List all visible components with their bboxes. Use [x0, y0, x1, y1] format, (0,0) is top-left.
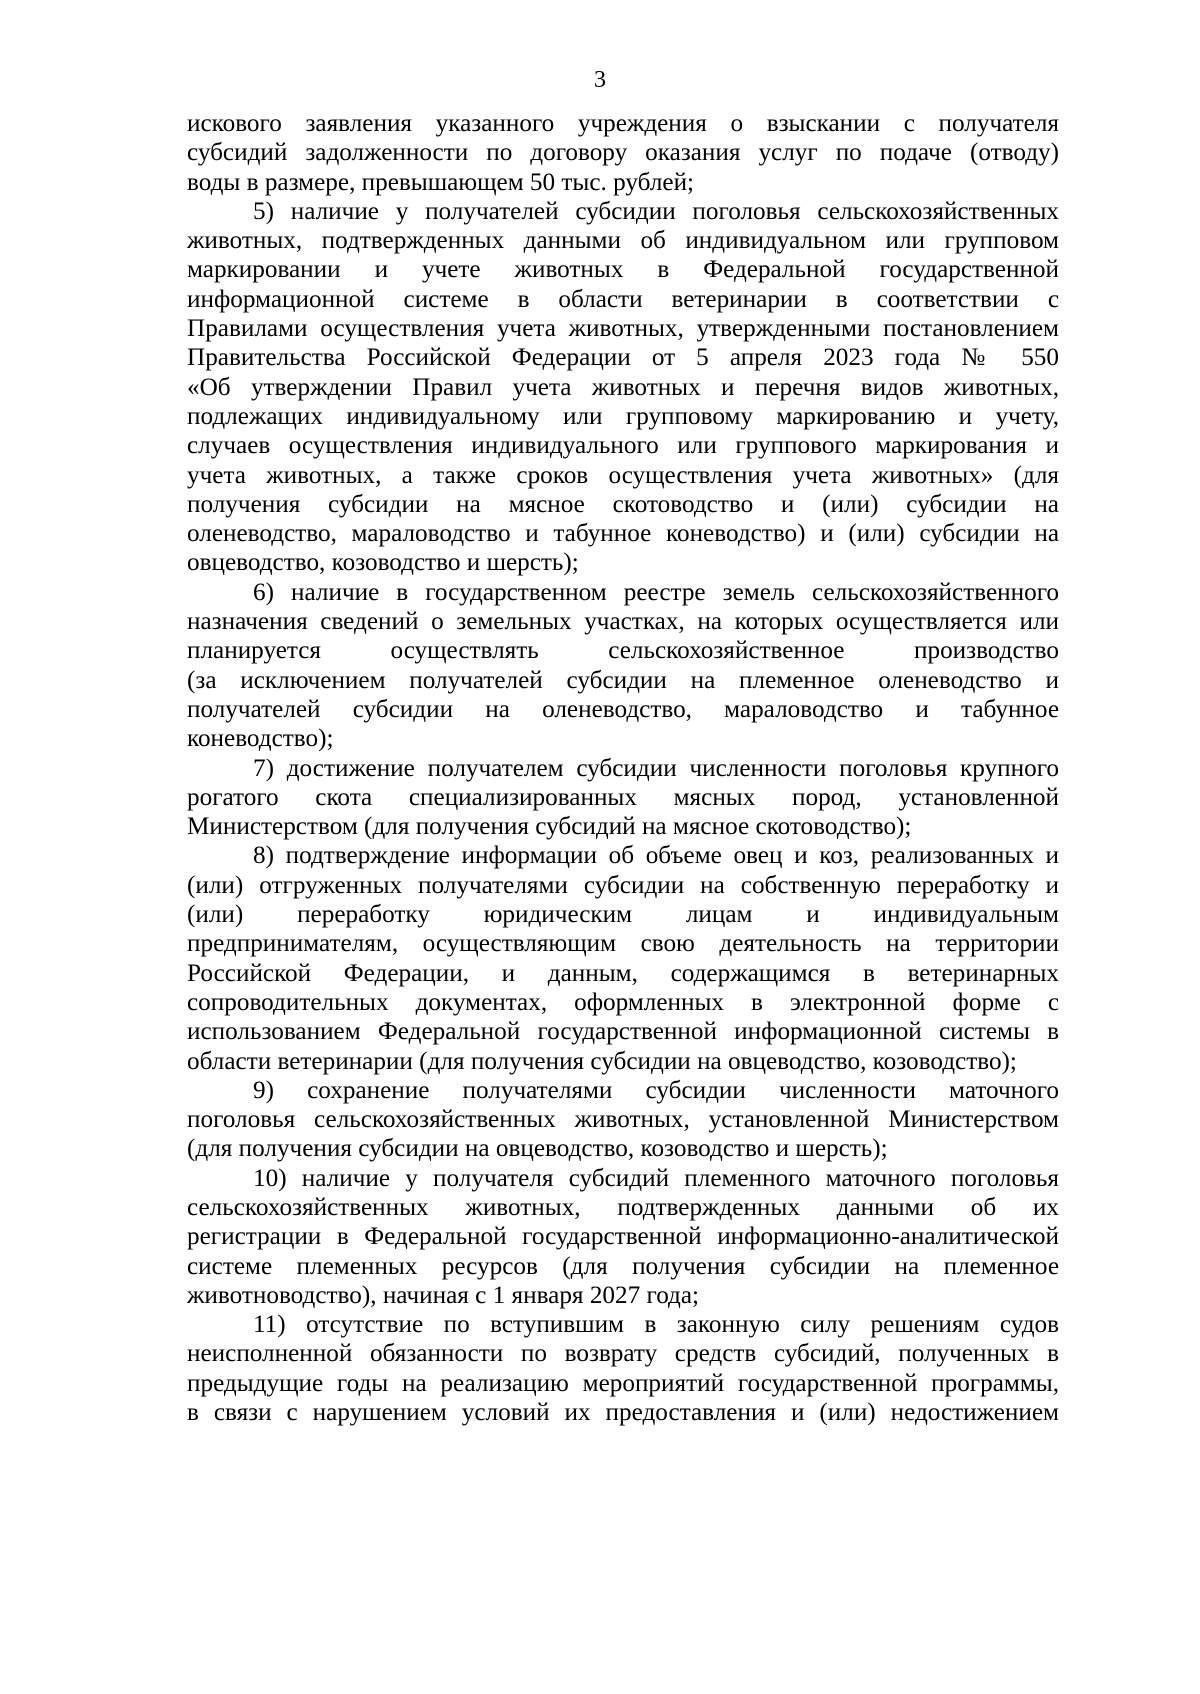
text-line: Российской Федерации, и данным, содержащимся в ветеринарных	[187, 959, 1059, 987]
text-line: «Об утверждении Правил учета животных и перечня видов животных,	[187, 373, 1059, 401]
text-line: овцеводство, козоводство и шерсть);	[187, 549, 579, 577]
paragraph	[187, 1310, 1059, 1427]
text-line: учета животных, а также сроков осуществления учета животных» (для	[187, 461, 1059, 489]
paragraph	[187, 197, 1059, 578]
text-line: субсидий задолженности по договору оказания услуг по подаче (отводу)	[187, 139, 1059, 167]
paragraph	[187, 1076, 1059, 1164]
paragraph	[187, 754, 1059, 842]
text-line: 8) подтверждение информации об объеме овец и коз, реализованных и	[253, 842, 1059, 870]
text-line: планируется осуществлять сельскохозяйственное производство	[187, 637, 1059, 665]
text-line: регистрации в Федеральной государственной информационно-аналитической	[187, 1223, 1059, 1251]
text-line: 10) наличие у получателя субсидий племенного маточного поголовья	[253, 1164, 1059, 1192]
text-line: назначения сведений о земельных участках, на которых осуществляется или	[187, 608, 1059, 636]
text-line: предпринимателям, осуществляющим свою деятельность на территории	[187, 930, 1059, 958]
text-line: искового заявления указанного учреждения о взыскании с получателя	[187, 110, 1059, 137]
text-line: коневодство);	[187, 725, 334, 753]
text-line: животноводство), начиная с 1 января 2027 года;	[187, 1281, 700, 1309]
paragraph	[187, 1164, 1059, 1310]
text-line: случаев осуществления индивидуального или группового маркирования и	[187, 432, 1059, 460]
paragraph	[187, 578, 1059, 754]
document-body	[187, 109, 1059, 1427]
text-line: (или) отгруженных получателями субсидии на собственную переработку и	[187, 871, 1059, 899]
paragraph	[187, 109, 1059, 197]
text-line: информационной системе в области ветеринарии в соответствии с	[187, 285, 1059, 313]
text-line: неисполненной обязанности по возврату средств субсидий, полученных в	[187, 1340, 1059, 1368]
text-line: получателей субсидии на оленеводство, мараловодство и табунное	[187, 695, 1059, 723]
text-line: в связи с нарушением условий их предоставления и (или) недостижением	[187, 1399, 1059, 1427]
text-line: маркировании и учете животных в Федеральной государственной	[187, 256, 1059, 284]
text-line: 9) сохранение получателями субсидии численности маточного	[253, 1076, 1059, 1104]
text-line: 7) достижение получателем субсидии численности поголовья крупного	[253, 754, 1059, 782]
text-line: использованием Федеральной государственной информационной системы в	[187, 1018, 1059, 1046]
text-line: (или) переработку юридическим лицам и индивидуальным	[187, 901, 1059, 929]
text-line: области ветеринарии (для получения субсидии на овцеводство, козоводство);	[187, 1047, 1017, 1075]
text-line: Министерством (для получения субсидий на мясное скотоводство);	[187, 813, 912, 841]
text-line: Правительства Российской Федерации от 5 апреля 2023 года № 550	[187, 344, 1059, 372]
text-line: (для получения субсидии на овцеводство, козоводство и шерсть);	[187, 1135, 888, 1163]
text-line: сельскохозяйственных животных, подтвержденных данными об их	[187, 1193, 1059, 1221]
text-line: (за исключением получателей субсидии на племенное оленеводство и	[187, 666, 1059, 694]
text-line: оленеводство, мараловодство и табунное коневодство) и (или) субсидии на	[187, 520, 1059, 548]
text-line: животных, подтвержденных данными об индивидуальном или групповом	[187, 227, 1059, 255]
text-line: 6) наличие в государственном реестре земель сельскохозяйственного	[253, 578, 1059, 606]
text-line: подлежащих индивидуальному или групповому маркированию и учету,	[187, 402, 1059, 430]
text-line: рогатого скота специализированных мясных пород, установленной	[187, 783, 1059, 811]
text-line: сопроводительных документах, оформленных в электронной форме с	[187, 988, 1059, 1016]
paragraph	[187, 841, 1059, 1075]
page-number: 3	[594, 67, 606, 93]
text-line: системе племенных ресурсов (для получения субсидии на племенное	[187, 1252, 1059, 1280]
text-line: воды в размере, превышающем 50 тыс. рублей;	[187, 168, 695, 196]
text-line: Правилами осуществления учета животных, утвержденными постановлением	[187, 315, 1059, 343]
text-line: 5) наличие у получателей субсидии поголовья сельскохозяйственных	[253, 197, 1059, 225]
text-line: получения субсидии на мясное скотоводство и (или) субсидии на	[187, 490, 1059, 518]
text-line: предыдущие годы на реализацию мероприятий государственной программы,	[187, 1369, 1059, 1397]
text-line: 11) отсутствие по вступившим в законную силу решениям судов	[253, 1311, 1059, 1339]
text-line: поголовья сельскохозяйственных животных, установленной Министерством	[187, 1106, 1059, 1134]
